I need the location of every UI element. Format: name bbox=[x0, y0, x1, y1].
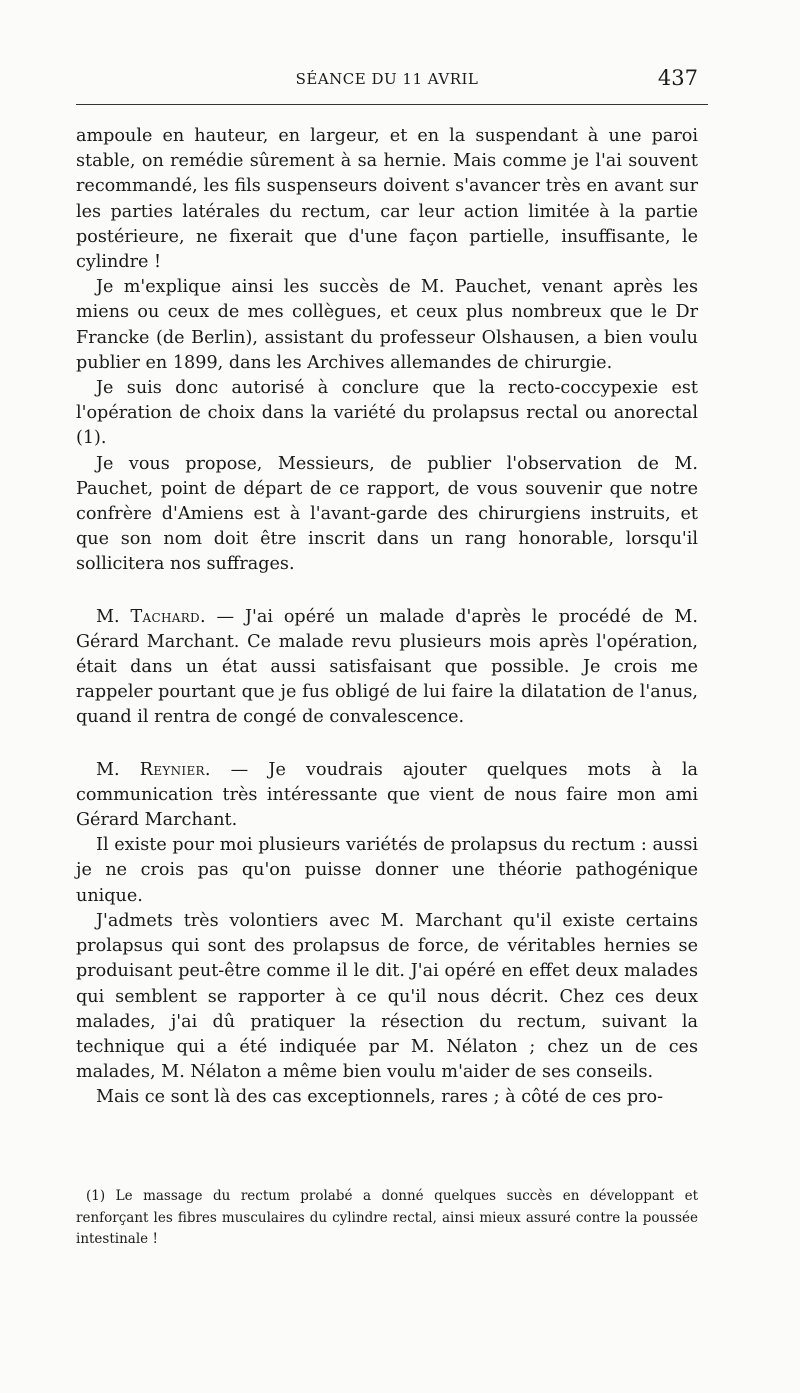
paragraph: Je suis donc autorisé à conclure que la recto-coccypexie est l'opération de choix dans la variété du prolapsus rectal ou anorectal (1). bbox=[76, 378, 698, 449]
header-rule bbox=[76, 104, 708, 105]
page-body bbox=[76, 124, 698, 1111]
speaker-name: Reynier bbox=[139, 759, 205, 780]
paragraph: Mais ce sont là des cas exceptionnels, rares ; à côté de ces pro- bbox=[96, 1087, 664, 1108]
footnote bbox=[76, 1186, 698, 1251]
paragraph: Il existe pour moi plusieurs variétés de prolapsus du rectum : aussi je ne crois pas qu'on puisse donner une théorie pathogénique unique. bbox=[76, 835, 698, 906]
paragraph: J'admets très volontiers avec M. Marchant qu'il existe certains prolapsus qui sont des prolapsus de force, de véritables hernies se produisant peut-être comme il le dit. J'ai opéré en effet deux malades qui semblent se rapporter à ce qu'il nous décrit. Chez ces deux malades, j'ai dû pratiquer la résection du rectum, suivant la technique qui a été indiquée par M. Nélaton ; chez un de ces malades, M. Nélaton a même bien voulu m'aider de ses conseils. bbox=[76, 910, 698, 1083]
speech-text: . — Je voudrais ajouter quelques mots à la communication très intéressante que vient de nous faire mon ami Gérard Marchant. bbox=[76, 759, 699, 831]
speaker-prefix: M. bbox=[96, 606, 131, 627]
paragraph: Je vous propose, Messieurs, de publier l'observation de M. Pauchet, point de départ de ce rapport, de vous souvenir que notre confrère d'Amiens est à l'avant-garde des chirurgiens instruits, et que son nom doit être inscrit dans un rang honorable, lorsqu'il sollicitera nos suffrages. bbox=[76, 453, 698, 575]
speech-text: . — J'ai opéré un malade d'après le procédé de M. Gérard Marchant. Ce malade revu plusieurs mois après l'opération, était dans un état aussi satisfaisant que possible. Je crois me rappeler pourtant que je fus obligé de lui faire la dilatation de l'anus, quand il rentra de congé de convalescence. bbox=[76, 606, 698, 728]
page-number: 437 bbox=[657, 66, 698, 90]
paragraph-continued: ampoule en hauteur, en largeur, et en la suspendant à une paroi stable, on remédie sûrement à sa hernie. Mais comme je l'ai souvent recommandé, les fils suspenseurs doivent s'avancer très en avant sur les parties latérales du rectum, car leur action limitée à la partie postérieure, ne fixerait que d'une façon partielle, insuffisante, le cylindre ! bbox=[76, 126, 698, 273]
speech-tachard bbox=[76, 605, 698, 731]
speaker-prefix: M. bbox=[96, 759, 140, 780]
footnote-text: (1) Le massage du rectum prolabé a donné quelques succès en développant et renforçant les fibres musculaires du cylindre rectal, ainsi mieux assuré contre la poussée intestinale ! bbox=[76, 1188, 698, 1247]
running-title: SÉANCE DU 11 AVRIL bbox=[295, 70, 479, 88]
speaker-name: Tachard bbox=[130, 606, 200, 627]
running-header bbox=[76, 66, 698, 96]
paragraph: Je m'explique ainsi les succès de M. Pauchet, venant après les miens ou ceux de mes collègues, et ceux plus nombreux que le Dr Francke (de Berlin), assistant du professeur Olshausen, a bien voulu publier en 1899, dans les Archives allemandes de chirurgie. bbox=[76, 277, 698, 373]
speech-reynier bbox=[76, 758, 698, 834]
